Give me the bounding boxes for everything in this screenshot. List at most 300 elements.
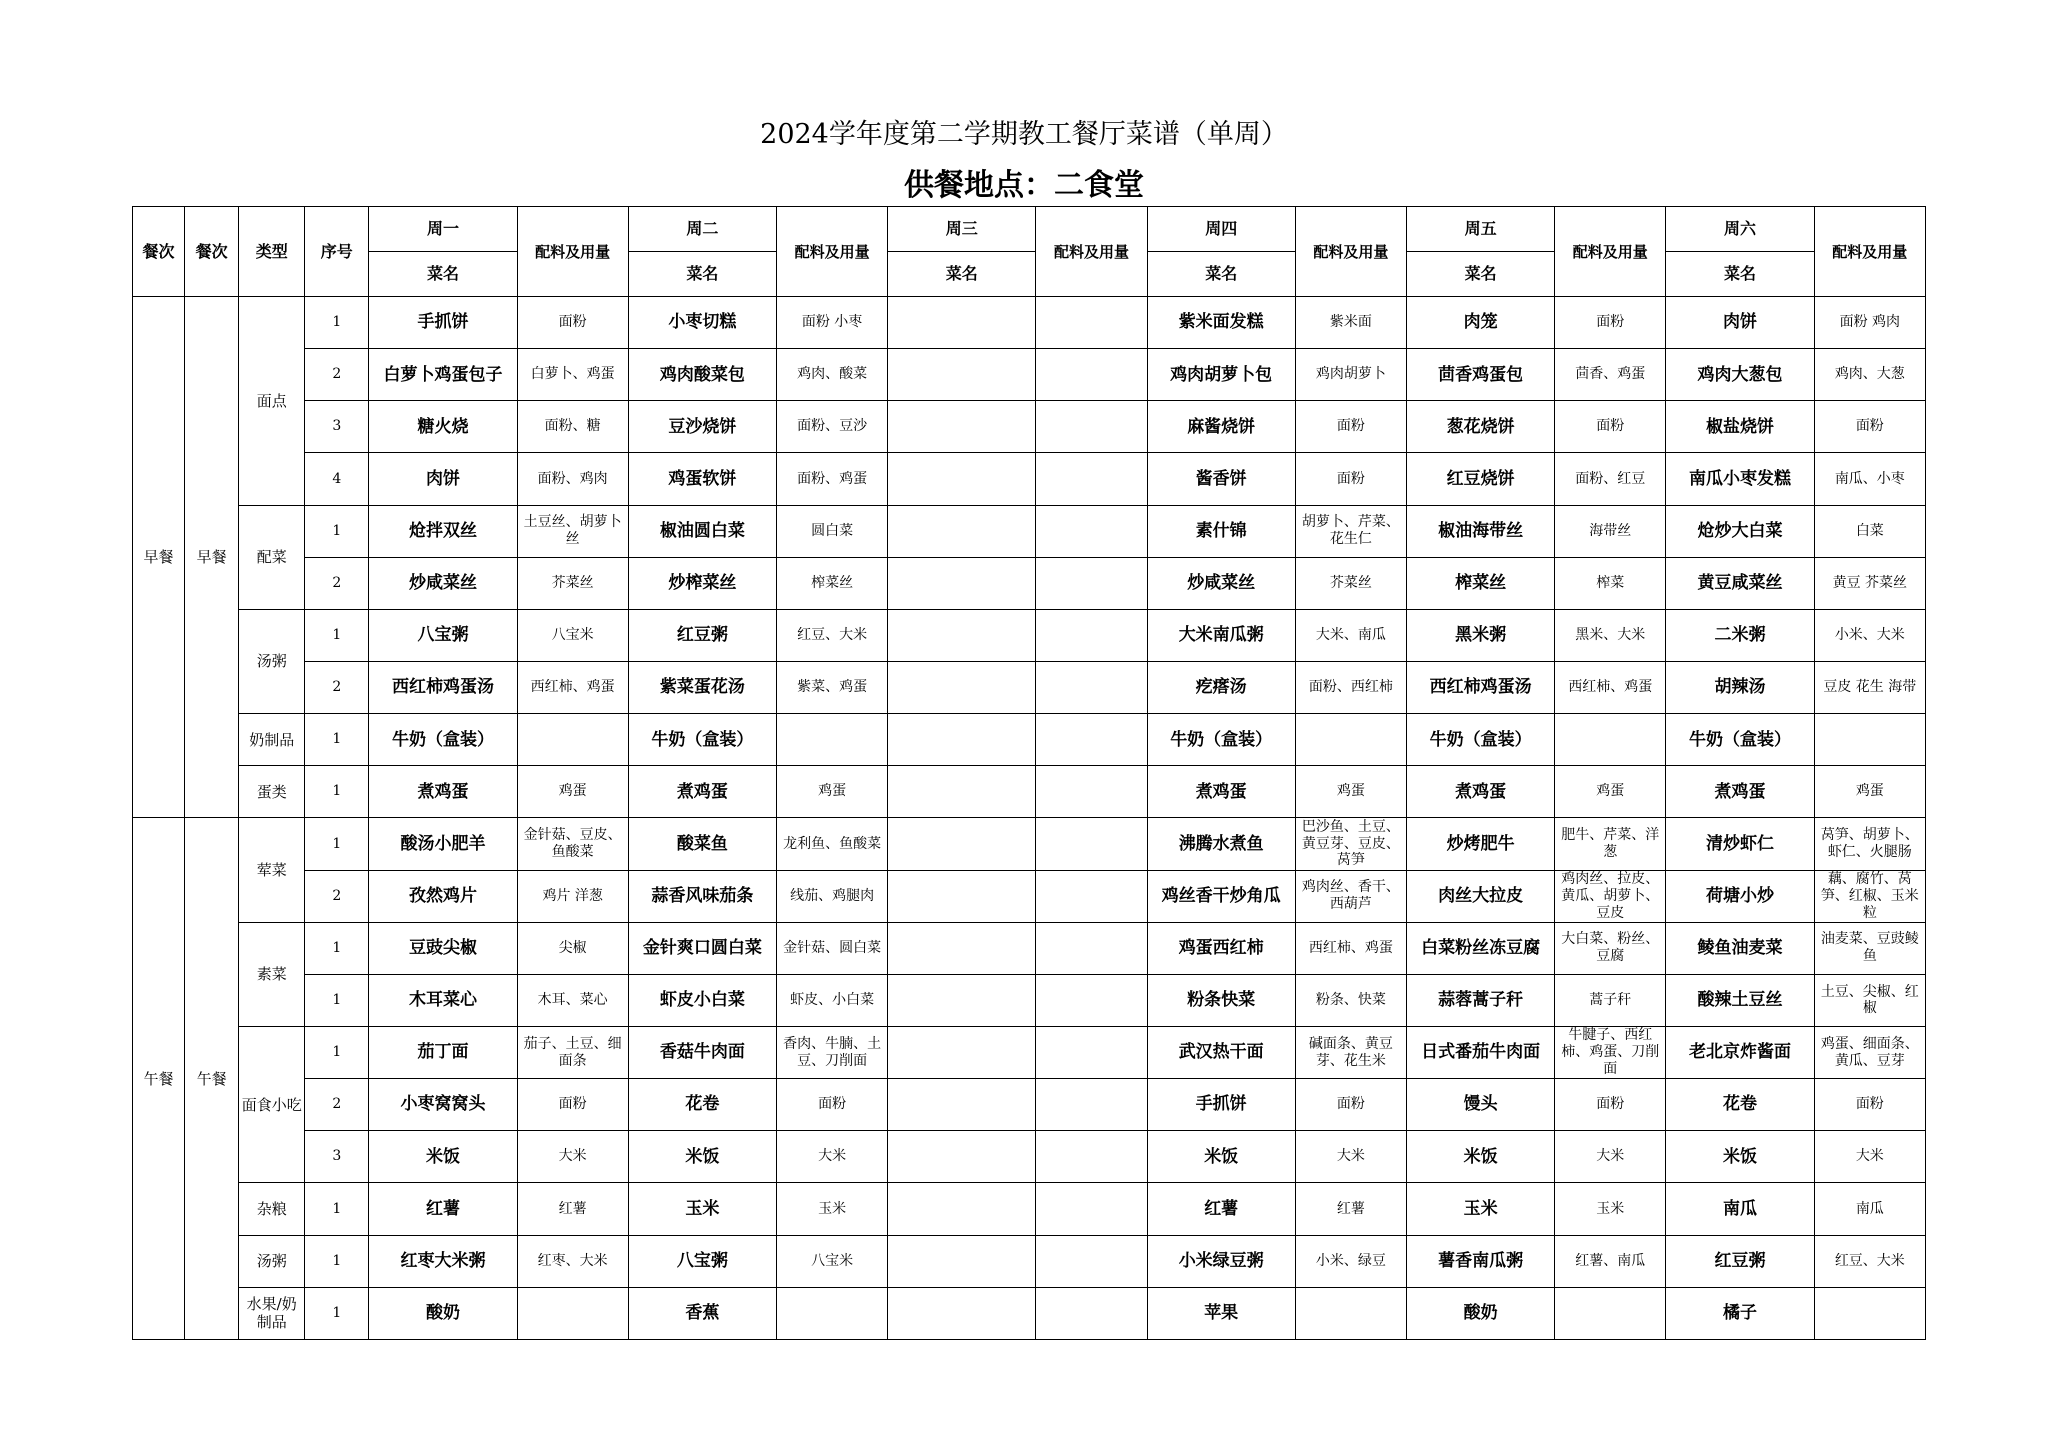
ingredients-cell: 玉米	[777, 1183, 888, 1235]
dish-cell: 红豆粥	[1666, 1235, 1814, 1287]
dish-cell: 胡辣汤	[1666, 661, 1814, 713]
dish-cell: 玉米	[1406, 1183, 1554, 1235]
ingredients-cell: 鸡蛋、细面条、黄瓜、豆芽	[1814, 1026, 1925, 1078]
ingredients-cell: 胡萝卜、芹菜、花生仁	[1295, 505, 1406, 557]
dish-cell: 炒咸菜丝	[1147, 557, 1295, 609]
ingredients-cell: 小米、大米	[1814, 609, 1925, 661]
dish-cell: 白萝卜鸡蛋包子	[369, 349, 517, 401]
ingredients-cell: 木耳、菜心	[517, 974, 628, 1026]
table-row	[133, 297, 1926, 349]
dish-cell: 香菇牛肉面	[628, 1026, 776, 1078]
dish-cell: 小枣窝窝头	[369, 1079, 517, 1131]
category-cell: 奶制品	[239, 714, 305, 766]
dish-cell: 西红柿鸡蛋汤	[369, 661, 517, 713]
ingredients-cell: 红枣、大米	[517, 1235, 628, 1287]
dish-cell	[888, 557, 1036, 609]
ingredients-cell: 鸡肉丝、拉皮、黄瓜、胡萝卜、豆皮	[1555, 870, 1666, 922]
ingredients-cell	[1036, 401, 1147, 453]
dish-cell: 牛奶（盒装）	[369, 714, 517, 766]
dish-cell: 木耳菜心	[369, 974, 517, 1026]
dish-cell: 二米粥	[1666, 609, 1814, 661]
ingredients-cell	[1036, 1235, 1147, 1287]
ingredients-cell: 茴香、鸡蛋	[1555, 349, 1666, 401]
header-ingredients: 配料及用量	[1814, 207, 1925, 297]
ingredients-cell	[1555, 1287, 1666, 1339]
ingredients-cell: 紫米面	[1295, 297, 1406, 349]
ingredients-cell	[1036, 818, 1147, 870]
ingredients-cell: 红豆、大米	[1814, 1235, 1925, 1287]
dish-cell: 茴香鸡蛋包	[1406, 349, 1554, 401]
header-dish-name: 菜名	[1666, 252, 1814, 297]
dish-cell: 鲮鱼油麦菜	[1666, 922, 1814, 974]
ingredients-cell: 面粉、糖	[517, 401, 628, 453]
dish-cell	[888, 349, 1036, 401]
dish-cell: 素什锦	[1147, 505, 1295, 557]
header-day: 周五	[1406, 207, 1554, 252]
ingredients-cell: 粉条、快菜	[1295, 974, 1406, 1026]
dish-cell: 蒜香风味茄条	[628, 870, 776, 922]
meal-cell: 午餐	[133, 818, 185, 1340]
dish-cell: 酸菜鱼	[628, 818, 776, 870]
dish-cell: 紫米面发糕	[1147, 297, 1295, 349]
ingredients-cell: 巴沙鱼、土豆、黄豆芽、豆皮、莴笋	[1295, 818, 1406, 870]
seq-cell: 1	[305, 1235, 369, 1287]
seq-cell: 1	[305, 1026, 369, 1078]
ingredients-cell: 黄豆 芥菜丝	[1814, 557, 1925, 609]
ingredients-cell	[1036, 505, 1147, 557]
category-cell: 水果/奶制品	[239, 1287, 305, 1339]
header-day: 周四	[1147, 207, 1295, 252]
dish-cell: 橘子	[1666, 1287, 1814, 1339]
header-ingredients: 配料及用量	[517, 207, 628, 297]
dish-cell: 红豆粥	[628, 609, 776, 661]
dish-cell: 红豆烧饼	[1406, 453, 1554, 505]
table-row	[133, 818, 1926, 870]
dish-cell: 椒盐烧饼	[1666, 401, 1814, 453]
header-dish-name: 菜名	[888, 252, 1036, 297]
table-row	[133, 1131, 1926, 1183]
ingredients-cell: 鸡肉、大葱	[1814, 349, 1925, 401]
header-type: 类型	[239, 207, 305, 297]
dish-cell: 鸡丝香干炒角瓜	[1147, 870, 1295, 922]
ingredients-cell	[777, 1287, 888, 1339]
ingredients-cell: 小米、绿豆	[1295, 1235, 1406, 1287]
header-ingredients: 配料及用量	[1295, 207, 1406, 297]
dish-cell: 炝拌双丝	[369, 505, 517, 557]
category-cell: 汤粥	[239, 1235, 305, 1287]
ingredients-cell: 芥菜丝	[517, 557, 628, 609]
dish-cell: 西红柿鸡蛋汤	[1406, 661, 1554, 713]
dish-cell: 酱香饼	[1147, 453, 1295, 505]
dish-cell: 肉饼	[1666, 297, 1814, 349]
table-row	[133, 1183, 1926, 1235]
ingredients-cell: 玉米	[1555, 1183, 1666, 1235]
ingredients-cell: 面粉、红豆	[1555, 453, 1666, 505]
header-day: 周一	[369, 207, 517, 252]
ingredients-cell: 鸡片 洋葱	[517, 870, 628, 922]
header-dish-name: 菜名	[1147, 252, 1295, 297]
seq-cell: 2	[305, 557, 369, 609]
dish-cell: 黑米粥	[1406, 609, 1554, 661]
seq-cell: 1	[305, 818, 369, 870]
ingredients-cell: 面粉	[517, 1079, 628, 1131]
dish-cell: 煮鸡蛋	[369, 766, 517, 818]
table-row	[133, 974, 1926, 1026]
ingredients-cell: 红薯	[517, 1183, 628, 1235]
dish-cell: 手抓饼	[1147, 1079, 1295, 1131]
dish-cell: 酸奶	[1406, 1287, 1554, 1339]
ingredients-cell: 榨菜	[1555, 557, 1666, 609]
ingredients-cell: 西红柿、鸡蛋	[517, 661, 628, 713]
dish-cell: 红枣大米粥	[369, 1235, 517, 1287]
dish-cell: 茄丁面	[369, 1026, 517, 1078]
ingredients-cell: 白菜	[1814, 505, 1925, 557]
table-row	[133, 401, 1926, 453]
dish-cell	[888, 609, 1036, 661]
meal-cell: 早餐	[133, 297, 185, 818]
ingredients-cell: 牛腱子、西红柿、鸡蛋、刀削面	[1555, 1026, 1666, 1078]
seq-cell: 2	[305, 870, 369, 922]
dish-cell: 榨菜丝	[1406, 557, 1554, 609]
dish-cell: 酸汤小肥羊	[369, 818, 517, 870]
ingredients-cell: 红豆、大米	[777, 609, 888, 661]
table-row	[133, 870, 1926, 922]
ingredients-cell: 鸡蛋	[777, 766, 888, 818]
ingredients-cell	[777, 714, 888, 766]
ingredients-cell: 碱面条、黄豆芽、花生米	[1295, 1026, 1406, 1078]
seq-cell: 2	[305, 1079, 369, 1131]
ingredients-cell: 大米	[1555, 1131, 1666, 1183]
dish-cell: 武汉热干面	[1147, 1026, 1295, 1078]
dish-cell: 米饭	[1147, 1131, 1295, 1183]
dish-cell: 疙瘩汤	[1147, 661, 1295, 713]
page-title: 2024学年度第二学期教工餐厅菜谱（单周）	[760, 119, 1288, 150]
ingredients-cell: 芥菜丝	[1295, 557, 1406, 609]
ingredients-cell	[1295, 714, 1406, 766]
ingredients-cell	[1814, 714, 1925, 766]
ingredients-cell: 西红柿、鸡蛋	[1295, 922, 1406, 974]
dish-cell: 炝炒大白菜	[1666, 505, 1814, 557]
seq-cell: 1	[305, 297, 369, 349]
ingredients-cell	[517, 1287, 628, 1339]
seq-cell: 2	[305, 349, 369, 401]
dish-cell	[888, 453, 1036, 505]
header-meal-2: 餐次	[185, 207, 239, 297]
dish-cell: 葱花烧饼	[1406, 401, 1554, 453]
header-seq: 序号	[305, 207, 369, 297]
dish-cell: 麻酱烧饼	[1147, 401, 1295, 453]
ingredients-cell: 面粉 小枣	[777, 297, 888, 349]
ingredients-cell: 面粉、豆沙	[777, 401, 888, 453]
ingredients-cell: 油麦菜、豆豉鲮鱼	[1814, 922, 1925, 974]
ingredients-cell	[1555, 714, 1666, 766]
ingredients-cell: 面粉、西红柿	[1295, 661, 1406, 713]
dish-cell: 手抓饼	[369, 297, 517, 349]
meal-cell-2: 早餐	[185, 297, 239, 818]
ingredients-cell	[1036, 922, 1147, 974]
dish-cell: 酸辣土豆丝	[1666, 974, 1814, 1026]
dish-cell	[888, 1183, 1036, 1235]
dish-cell: 虾皮小白菜	[628, 974, 776, 1026]
ingredients-cell: 面粉	[1555, 401, 1666, 453]
dish-cell	[888, 297, 1036, 349]
ingredients-cell: 茄子、土豆、细面条	[517, 1026, 628, 1078]
dish-cell: 老北京炸酱面	[1666, 1026, 1814, 1078]
dish-cell: 牛奶（盒装）	[628, 714, 776, 766]
ingredients-cell	[1036, 1183, 1147, 1235]
table-row	[133, 609, 1926, 661]
ingredients-cell	[1036, 1287, 1147, 1339]
ingredients-cell: 八宝米	[517, 609, 628, 661]
dish-cell	[888, 714, 1036, 766]
dish-cell: 豆豉尖椒	[369, 922, 517, 974]
ingredients-cell	[1036, 349, 1147, 401]
dish-cell: 大米南瓜粥	[1147, 609, 1295, 661]
dish-cell: 煮鸡蛋	[1666, 766, 1814, 818]
dish-cell: 八宝粥	[628, 1235, 776, 1287]
ingredients-cell	[1036, 297, 1147, 349]
ingredients-cell: 白萝卜、鸡蛋	[517, 349, 628, 401]
dish-cell: 椒油海带丝	[1406, 505, 1554, 557]
ingredients-cell: 鸡蛋	[1814, 766, 1925, 818]
dish-cell: 金针爽口圆白菜	[628, 922, 776, 974]
dish-cell: 香蕉	[628, 1287, 776, 1339]
category-cell: 蛋类	[239, 766, 305, 818]
seq-cell: 4	[305, 453, 369, 505]
dish-cell	[888, 661, 1036, 713]
dish-cell	[888, 1287, 1036, 1339]
ingredients-cell: 面粉	[1814, 1079, 1925, 1131]
dish-cell: 煮鸡蛋	[1406, 766, 1554, 818]
ingredients-cell: 红薯	[1295, 1183, 1406, 1235]
ingredients-cell: 大米	[1814, 1131, 1925, 1183]
table-row	[133, 453, 1926, 505]
dish-cell: 沸腾水煮鱼	[1147, 818, 1295, 870]
dish-cell: 清炒虾仁	[1666, 818, 1814, 870]
dish-cell: 红薯	[369, 1183, 517, 1235]
dish-cell: 鸡蛋软饼	[628, 453, 776, 505]
ingredients-cell: 肥牛、芹菜、洋葱	[1555, 818, 1666, 870]
dish-cell	[888, 818, 1036, 870]
ingredients-cell: 金针菇、豆皮、鱼酸菜	[517, 818, 628, 870]
seq-cell: 3	[305, 1131, 369, 1183]
ingredients-cell: 藕、腐竹、莴笋、红椒、玉米粒	[1814, 870, 1925, 922]
ingredients-cell: 尖椒	[517, 922, 628, 974]
ingredients-cell: 大米、南瓜	[1295, 609, 1406, 661]
ingredients-cell: 大米	[1295, 1131, 1406, 1183]
ingredients-cell: 红薯、南瓜	[1555, 1235, 1666, 1287]
dish-cell	[888, 1079, 1036, 1131]
dish-cell: 煮鸡蛋	[1147, 766, 1295, 818]
ingredients-cell: 金针菇、圆白菜	[777, 922, 888, 974]
seq-cell: 1	[305, 766, 369, 818]
category-cell: 配菜	[239, 505, 305, 609]
ingredients-cell: 土豆、尖椒、红椒	[1814, 974, 1925, 1026]
ingredients-cell: 面粉	[1295, 1079, 1406, 1131]
ingredients-cell: 圆白菜	[777, 505, 888, 557]
dish-cell: 薯香南瓜粥	[1406, 1235, 1554, 1287]
dish-cell: 八宝粥	[369, 609, 517, 661]
ingredients-cell	[517, 714, 628, 766]
dish-cell	[888, 1131, 1036, 1183]
dish-cell: 小米绿豆粥	[1147, 1235, 1295, 1287]
ingredients-cell: 鸡肉、酸菜	[777, 349, 888, 401]
header-dish-name: 菜名	[628, 252, 776, 297]
header-dish-name: 菜名	[369, 252, 517, 297]
ingredients-cell: 大米	[517, 1131, 628, 1183]
category-cell: 汤粥	[239, 609, 305, 713]
dish-cell: 牛奶（盒装）	[1666, 714, 1814, 766]
dish-cell	[888, 505, 1036, 557]
ingredients-cell	[1036, 557, 1147, 609]
ingredients-cell	[1036, 1131, 1147, 1183]
dish-cell: 黄豆咸菜丝	[1666, 557, 1814, 609]
ingredients-cell: 榨菜丝	[777, 557, 888, 609]
dish-cell: 肉丝大拉皮	[1406, 870, 1554, 922]
table-row	[133, 1079, 1926, 1131]
ingredients-cell	[1036, 1079, 1147, 1131]
ingredients-cell	[1036, 870, 1147, 922]
ingredients-cell: 大米	[777, 1131, 888, 1183]
dish-cell: 鸡蛋西红柿	[1147, 922, 1295, 974]
dish-cell: 鸡肉胡萝卜包	[1147, 349, 1295, 401]
dish-cell: 白菜粉丝冻豆腐	[1406, 922, 1554, 974]
dish-cell: 荷塘小炒	[1666, 870, 1814, 922]
ingredients-cell: 面粉	[1295, 453, 1406, 505]
table-row	[133, 714, 1926, 766]
seq-cell: 3	[305, 401, 369, 453]
table-body	[133, 297, 1926, 1340]
ingredients-cell: 西红柿、鸡蛋	[1555, 661, 1666, 713]
ingredients-cell: 面粉	[1555, 297, 1666, 349]
seq-cell: 1	[305, 505, 369, 557]
ingredients-cell: 紫菜、鸡蛋	[777, 661, 888, 713]
header-day: 周三	[888, 207, 1036, 252]
table-row	[133, 505, 1926, 557]
ingredients-cell: 海带丝	[1555, 505, 1666, 557]
header-day: 周六	[1666, 207, 1814, 252]
ingredients-cell: 土豆丝、胡萝卜丝	[517, 505, 628, 557]
dish-cell: 玉米	[628, 1183, 776, 1235]
dish-cell: 肉笼	[1406, 297, 1554, 349]
ingredients-cell: 面粉	[1295, 401, 1406, 453]
page-subtitle: 供餐地点：二食堂	[904, 168, 1144, 203]
ingredients-cell: 面粉、鸡蛋	[777, 453, 888, 505]
dish-cell: 肉饼	[369, 453, 517, 505]
ingredients-cell: 面粉 鸡肉	[1814, 297, 1925, 349]
category-cell: 素菜	[239, 922, 305, 1026]
table-row	[133, 1235, 1926, 1287]
dish-cell: 小枣切糕	[628, 297, 776, 349]
ingredients-cell: 黑米、大米	[1555, 609, 1666, 661]
category-cell: 面食小吃	[239, 1026, 305, 1182]
dish-cell: 椒油圆白菜	[628, 505, 776, 557]
ingredients-cell: 虾皮、小白菜	[777, 974, 888, 1026]
dish-cell: 日式番茄牛肉面	[1406, 1026, 1554, 1078]
table-row	[133, 1287, 1926, 1339]
ingredients-cell: 面粉	[517, 297, 628, 349]
seq-cell: 2	[305, 661, 369, 713]
ingredients-cell	[1036, 974, 1147, 1026]
seq-cell: 1	[305, 922, 369, 974]
ingredients-cell: 面粉	[1555, 1079, 1666, 1131]
ingredients-cell	[1295, 1287, 1406, 1339]
dish-cell: 蒜蓉蒿子秆	[1406, 974, 1554, 1026]
ingredients-cell: 面粉	[777, 1079, 888, 1131]
table-row	[133, 349, 1926, 401]
ingredients-cell: 龙利鱼、鱼酸菜	[777, 818, 888, 870]
dish-cell: 鸡肉大葱包	[1666, 349, 1814, 401]
ingredients-cell: 鸡肉胡萝卜	[1295, 349, 1406, 401]
table-row	[133, 661, 1926, 713]
ingredients-cell: 面粉、鸡肉	[517, 453, 628, 505]
ingredients-cell	[1036, 661, 1147, 713]
dish-cell: 酸奶	[369, 1287, 517, 1339]
dish-cell	[888, 922, 1036, 974]
dish-cell: 红薯	[1147, 1183, 1295, 1235]
ingredients-cell	[1036, 1026, 1147, 1078]
dish-cell: 花卷	[628, 1079, 776, 1131]
ingredients-cell: 鸡蛋	[1555, 766, 1666, 818]
seq-cell: 1	[305, 974, 369, 1026]
dish-cell: 牛奶（盒装）	[1147, 714, 1295, 766]
dish-cell: 南瓜小枣发糕	[1666, 453, 1814, 505]
dish-cell: 糖火烧	[369, 401, 517, 453]
dish-cell: 煮鸡蛋	[628, 766, 776, 818]
ingredients-cell: 南瓜、小枣	[1814, 453, 1925, 505]
ingredients-cell: 大白菜、粉丝、豆腐	[1555, 922, 1666, 974]
dish-cell	[888, 1026, 1036, 1078]
dish-cell	[888, 1235, 1036, 1287]
seq-cell: 1	[305, 1287, 369, 1339]
ingredients-cell: 鸡肉丝、香干、西葫芦	[1295, 870, 1406, 922]
ingredients-cell	[1036, 453, 1147, 505]
header-meal: 餐次	[133, 207, 185, 297]
ingredients-cell: 香肉、牛腩、土豆、刀削面	[777, 1026, 888, 1078]
dish-cell	[888, 766, 1036, 818]
dish-cell	[888, 401, 1036, 453]
ingredients-cell	[1036, 609, 1147, 661]
table-row	[133, 922, 1926, 974]
category-cell: 面点	[239, 297, 305, 506]
meal-cell-2: 午餐	[185, 818, 239, 1340]
ingredients-cell: 豆皮 花生 海带	[1814, 661, 1925, 713]
dish-cell: 南瓜	[1666, 1183, 1814, 1235]
header-dish-name: 菜名	[1406, 252, 1554, 297]
dish-cell: 粉条快菜	[1147, 974, 1295, 1026]
header-ingredients: 配料及用量	[777, 207, 888, 297]
ingredients-cell	[1814, 1287, 1925, 1339]
dish-cell: 孜然鸡片	[369, 870, 517, 922]
dish-cell	[888, 974, 1036, 1026]
menu-table	[132, 206, 1926, 1340]
dish-cell: 苹果	[1147, 1287, 1295, 1339]
category-cell: 荤菜	[239, 818, 305, 922]
table-header	[133, 207, 1926, 297]
ingredients-cell: 八宝米	[777, 1235, 888, 1287]
dish-cell: 花卷	[1666, 1079, 1814, 1131]
table-row	[133, 557, 1926, 609]
dish-cell: 鸡肉酸菜包	[628, 349, 776, 401]
ingredients-cell: 鸡蛋	[517, 766, 628, 818]
ingredients-cell: 面粉	[1814, 401, 1925, 453]
seq-cell: 1	[305, 609, 369, 661]
ingredients-cell: 南瓜	[1814, 1183, 1925, 1235]
dish-cell: 米饭	[628, 1131, 776, 1183]
category-cell: 杂粮	[239, 1183, 305, 1235]
ingredients-cell: 鸡蛋	[1295, 766, 1406, 818]
header-ingredients: 配料及用量	[1555, 207, 1666, 297]
